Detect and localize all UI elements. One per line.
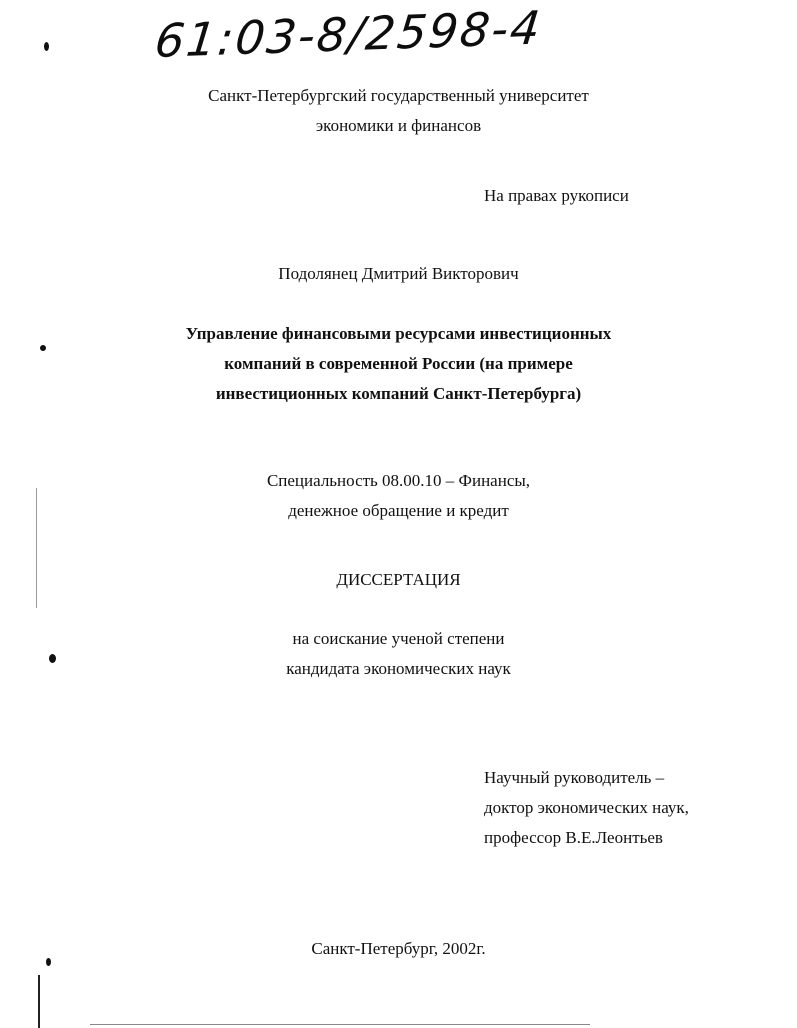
place-and-year: Санкт-Петербург, 2002г. — [311, 939, 486, 958]
thesis-title-line2: компаний в современной России (на примере — [224, 354, 573, 373]
scan-edge-line — [38, 975, 40, 1028]
scan-bottom-line — [90, 1024, 590, 1025]
university-name-line1: Санкт-Петербургский государственный университет — [208, 86, 589, 105]
thesis-title-line1: Управление финансовыми ресурсами инвестиционных — [185, 324, 612, 343]
degree-line1: на соискание ученой степени — [292, 629, 505, 648]
specialty-line2: денежное обращение и кредит — [288, 501, 509, 520]
supervisor-line3: профессор В.Е.Леонтьев — [484, 828, 663, 847]
manuscript-rights: На правах рукописи — [484, 186, 629, 205]
author-name: Подолянец Дмитрий Викторович — [278, 264, 519, 283]
scan-speck — [40, 345, 46, 351]
scan-speck — [44, 42, 49, 51]
thesis-title-line3: инвестиционных компаний Санкт-Петербурга) — [215, 384, 582, 403]
supervisor-line1: Научный руководитель – — [484, 768, 665, 787]
university-name-line2: экономики и финансов — [315, 116, 482, 135]
document-type: ДИССЕРТАЦИЯ — [336, 570, 461, 589]
supervisor-line2: доктор экономических наук, — [484, 798, 689, 817]
scan-speck — [46, 958, 51, 966]
degree-line2: кандидата экономических наук — [286, 659, 511, 678]
specialty-line1: Специальность 08.00.10 – Финансы, — [266, 471, 531, 490]
archive-code-handwritten: 61:03-8/2598-4 — [152, 0, 545, 68]
